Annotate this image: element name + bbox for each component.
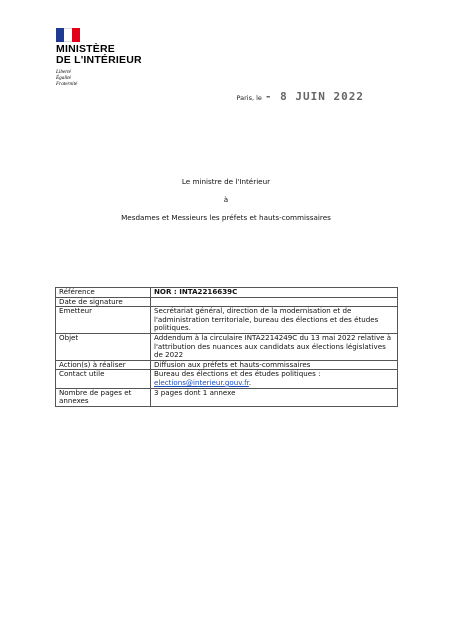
contact-suffix: . <box>248 377 252 387</box>
republic-motto <box>56 69 166 88</box>
row-label: Date de signature <box>56 297 151 307</box>
date-stamp: - 8 JUIN 2022 <box>264 90 364 103</box>
contact-value <box>151 370 398 388</box>
table-row <box>56 333 398 360</box>
motto-liberte: Liberté <box>56 69 71 75</box>
actions-value: Diffusion aux préfets et hauts-commissaires <box>151 360 398 370</box>
row-label: Contact utile <box>56 370 151 388</box>
motto-egalite: Égalité <box>56 75 71 82</box>
issuer-value: Secrétariat général, direction de la modernisation et de l'administration territoriale, bureau des élections et des études politiques. <box>151 307 398 334</box>
subject-value: Addendum à la circulaire INTA2214249C du 13 mai 2022 relative à l'attribution des nuances aux candidats aux élections législatives de 2022 <box>151 333 398 360</box>
row-label: Référence <box>56 288 151 298</box>
motto-fraternite: Fraternité <box>56 81 78 88</box>
date-label: Paris, le <box>236 94 262 102</box>
row-label: Action(s) à réaliser <box>56 360 151 370</box>
recipients-line: Mesdames et Messieurs les préfets et hauts-commissaires <box>121 213 331 222</box>
reference-value: NOR : INTA2216639C <box>151 288 398 298</box>
row-label: Emetteur <box>56 307 151 334</box>
sender-line: Le ministre de l'Intérieur <box>181 177 271 186</box>
row-label: Objet <box>56 333 151 360</box>
row-label: Nombre de pages et annexes <box>56 388 151 406</box>
table-row <box>56 370 398 388</box>
table-row <box>56 388 398 406</box>
french-flag-icon <box>56 28 80 42</box>
circular-metadata-table <box>55 287 398 407</box>
ministry-logo <box>56 28 166 88</box>
pages-value: 3 pages dont 1 annexe <box>151 388 398 406</box>
ministry-name-line2: DE L'INTÉRIEUR <box>56 54 142 66</box>
to-line: à <box>223 195 229 204</box>
table-row <box>56 307 398 334</box>
contact-text: Bureau des élections et des études politiques : <box>154 369 321 379</box>
date-line <box>236 90 364 103</box>
contact-email-link[interactable]: elections@interieur.gouv.fr <box>154 377 249 387</box>
ministry-name-line1: MINISTÈRE <box>56 43 115 55</box>
table-row <box>56 288 398 298</box>
